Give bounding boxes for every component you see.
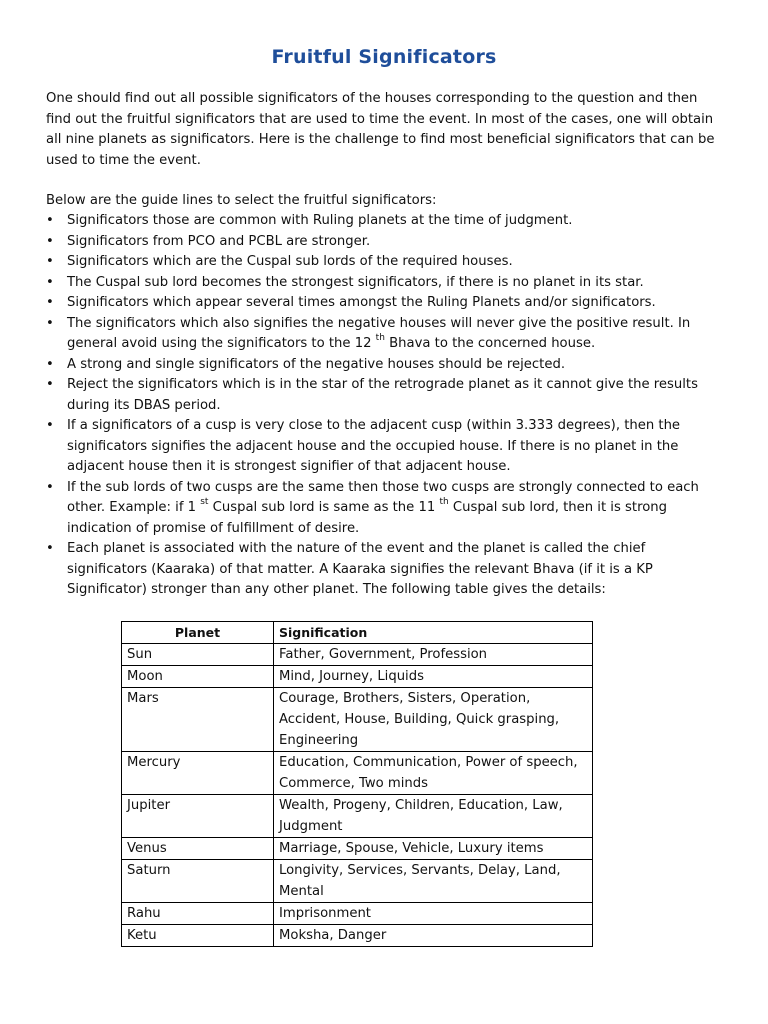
guideline-item: • The Cuspal sub lord becomes the strongest significators, if there is no planet in its star. (46, 273, 722, 294)
planet-cell: Ketu (122, 925, 274, 947)
bullet-icon: • (46, 274, 54, 290)
guideline-item: • Significators which appear several times amongst the Ruling Planets and/or significators. (46, 293, 722, 314)
guideline-item: • If the sub lords of two cusps are the same then those two cusps are strongly connected to each other. Example: if 1 $^{st}$ Cuspal sub lord is same as the 11 $^{th}$ Cuspal sub lord, then it is strong indication of promise of fulfillment of desire. (46, 479, 699, 536)
intro-paragraph: One should find out all possible significators of the houses corresponding to the question and then find out the fruitful significators that are used to time the event. In most of the cases, one will obtain all nine planets as significators. Here is the challenge to find most beneficial significators that can be used to time the event. (46, 91, 715, 168)
column-header-signification: Signification (274, 622, 593, 644)
guideline-item: • Significators from PCO and PCBL are stronger. (46, 232, 722, 253)
column-header-planet: Planet (122, 622, 274, 644)
table-row (122, 644, 593, 666)
signification-cell: Father, Government, Profession (274, 644, 593, 666)
signification-cell: Moksha, Danger (274, 925, 593, 947)
guideline-item: • A strong and single significators of the negative houses should be rejected. (46, 355, 722, 376)
bullet-icon: • (46, 479, 54, 495)
signification-cell: Mind, Journey, Liquids (274, 666, 593, 688)
guidelines-list (46, 211, 722, 601)
table-row (122, 688, 593, 752)
ordinal-suffix: th (439, 496, 449, 507)
guideline-item: • Significators which are the Cuspal sub lords of the required houses. (46, 252, 722, 273)
guideline-item: • Reject the significators which is in the star of the retrograde planet as it cannot give the results during its DBAS period. (46, 377, 698, 413)
planet-cell: Mercury (122, 752, 274, 795)
table-row (122, 666, 593, 688)
planet-cell: Venus (122, 838, 274, 860)
guideline-item: • If a significators of a cusp is very close to the adjacent cusp (within 3.333 degrees), then the significators signifies the adjacent house and the occupied house. If there is no planet in the adjacent house then it is strongest signifier of that adjacent house. (46, 418, 681, 474)
planet-cell: Jupiter (122, 795, 274, 838)
planet-cell: Rahu (122, 903, 274, 925)
bullet-icon: • (46, 356, 54, 372)
bullet-icon: • (46, 315, 54, 331)
signification-cell: Imprisonment (274, 903, 593, 925)
table-row (122, 752, 593, 795)
guideline-item: • The significators which also signifies the negative houses will never give the positive result. In general avoid using the significators to the 12 $^{th}$ Bhava to the concerned house. (46, 315, 691, 351)
bullet-icon: • (46, 418, 54, 433)
signification-cell: Wealth, Progeny, Children, Education, Law, Judgment (274, 795, 593, 838)
bullet-icon: • (46, 233, 54, 249)
significations-table (121, 621, 593, 947)
signification-cell: Longivity, Services, Servants, Delay, Land, Mental (274, 860, 593, 903)
table-row (122, 925, 593, 947)
signification-cell: Education, Communication, Power of speech, Commerce, Two minds (274, 752, 593, 795)
planet-cell: Saturn (122, 860, 274, 903)
planet-cell: Moon (122, 666, 274, 688)
page-title: Fruitful Significators (271, 46, 497, 68)
table-row (122, 860, 593, 903)
table-row (122, 795, 593, 838)
guideline-item: • Each planet is associated with the nature of the event and the planet is called the chief significators (Kaaraka) of that matter. A Kaaraka signifies the relevant Bhava (if it is a KP Significator) stronger than any other planet. The following table gives the details: (46, 541, 653, 597)
bullet-icon: • (46, 377, 54, 392)
planet-cell: Mars (122, 688, 274, 752)
signification-cell: Courage, Brothers, Sisters, Operation, Accident, House, Building, Quick grasping, Engineering (274, 688, 593, 752)
planet-cell: Sun (122, 644, 274, 666)
signification-cell: Marriage, Spouse, Vehicle, Luxury items (274, 838, 593, 860)
guideline-item: • Significators those are common with Ruling planets at the time of judgment. (46, 211, 722, 232)
bullet-icon: • (46, 295, 54, 310)
bullet-icon: • (46, 541, 54, 556)
ordinal-suffix: st (200, 496, 209, 507)
table-row (122, 838, 593, 860)
table-row (122, 903, 593, 925)
bullet-icon: • (46, 254, 54, 269)
ordinal-suffix: th (375, 332, 385, 343)
table-header-row (122, 622, 593, 644)
bullet-icon: • (46, 213, 54, 228)
guidelines-intro: Below are the guide lines to select the fruitful significators: (46, 193, 437, 208)
